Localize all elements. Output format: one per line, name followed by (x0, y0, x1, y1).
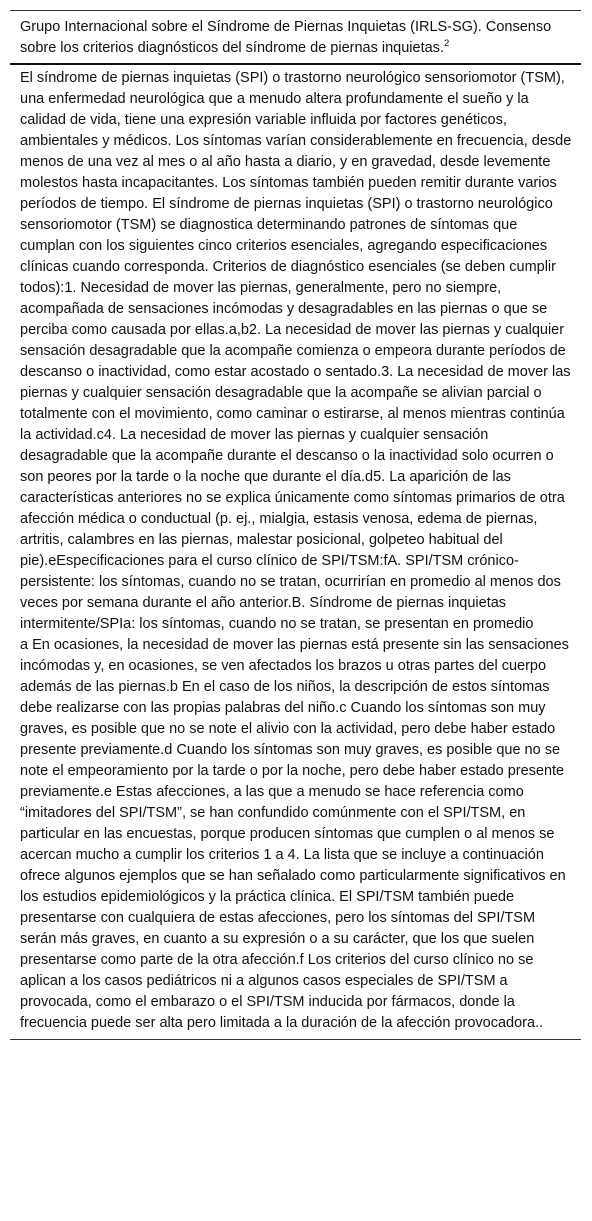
table-title: Grupo Internacional sobre el Síndrome de Piernas Inquietas (IRLS-SG). Consenso sobre los criterios diagnósticos del síndrome de piernas inquietas. (20, 19, 552, 56)
footnotes-paragraph: a En ocasiones, la necesidad de mover las piernas está presente sin las sensaciones incómodas y, en ocasiones, se ven afectados los brazos u otras partes del cuerpo además de las piernas.b En el caso de los niños, la descripción de estos síntomas debe realizarse con las propias palabras del niño.c Cuando los síntomas son muy graves, es posible que no se note el alivio con la actividad, pero debe haber estado presente previamente.d Cuando los síntomas son muy graves, es posible que no se note el empeoramiento por la tarde o por la noche, pero debe haber estado presente previamente.e Estas afecciones, a las que a menudo se hace referencia como “imitadores del SPI/TSM”, se han confundido comúnmente con el SPI/TSM, en particular en las encuestas, porque producen síntomas que cumplen o al menos se acercan mucho a cumplir los criterios 1 a 4. La lista que se incluye a continuación ofrece algunos ejemplos que se han señalado como particularmente significativos en los estudios epidemiológicos y la práctica clínica. El SPI/TSM también puede presentarse con cualquiera de estas afecciones, pero los síntomas del SPI/TSM serán más graves, en cuanto a su expresión o a su carácter, que los que suelen presentarse como parte de la otra afección.f Los criterios del curso clínico no se aplican a los casos pediátricos ni a algunos casos especiales de SPI/TSM a provocada, como el embarazo o el SPI/TSM inducida por fármacos, donde la frecuencia puede ser alta pero limitada a la duración de la afección provocadora.. (20, 637, 569, 1031)
criteria-paragraph: El síndrome de piernas inquietas (SPI) o trastorno neurológico sensoriomotor (TSM), una enfermedad neurológica que a menudo altera profundamente el sueño y la calidad de vida, tiene una expresión variable influida por factores genéticos, ambientales y médicos. Los síntomas varían considerablemente en frecuencia, desde menos de una vez al mes o al año hasta a diario, y en gravedad, desde levemente molestos hasta incapacitantes. Los síntomas también pueden remitir durante varios períodos de tiempo. El síndrome de piernas inquietas (SPI) o trastorno neurológico sensoriomotor (TSM) se diagnostica determinando patrones de síntomas que cumplan con los siguientes cinco criterios esenciales, agregando especificaciones clínicas cuando corresponda. Criterios de diagnóstico esenciales (se deben cumplir todos):1. Necesidad de mover las piernas, generalmente, pero no siempre, acompañada de sensaciones incómodas y desagradables en las piernas o que se perciba como causada por ellas.a,b2. La necesidad de mover las piernas y cualquier sensación desagradable que la acompañe comienza o empeora durante períodos de descanso o inactividad, como estar acostado o sentado.3. La necesidad de mover las piernas y cualquier sensación desagradable que la acompañe se alivian parcial o totalmente con el movimiento, como caminar o estirarse, al menos mientras continúa la actividad.c4. La necesidad de mover las piernas y cualquier sensación desagradable que la acompañe durante el descanso o la inactividad solo ocurren o son peores por la tarde o la noche que durante el día.d5. La aparición de las características anteriores no se explica únicamente como síntomas primarios de otra afección médica o conductual (p. ej., mialgia, estasis venosa, edema de piernas, artritis, calambres en las piernas, malestar posicional, golpeteo habitual del pie).eEspecificaciones para el curso clínico de SPI/TSM:fA. SPI/TSM crónico-persistente: los síntomas, cuando no se tratan, ocurrirían en promedio al menos dos veces por semana durante el año anterior.B. Síndrome de piernas inquietas intermitente/SPIa: los síntomas, cuando no se tratan, se presentan en promedio (20, 70, 572, 632)
table-bottom-rule (10, 1039, 581, 1040)
reference-superscript: 2 (443, 37, 450, 49)
table-body-cell (10, 65, 581, 1034)
table-header (10, 11, 581, 65)
criteria-table (10, 10, 581, 1040)
